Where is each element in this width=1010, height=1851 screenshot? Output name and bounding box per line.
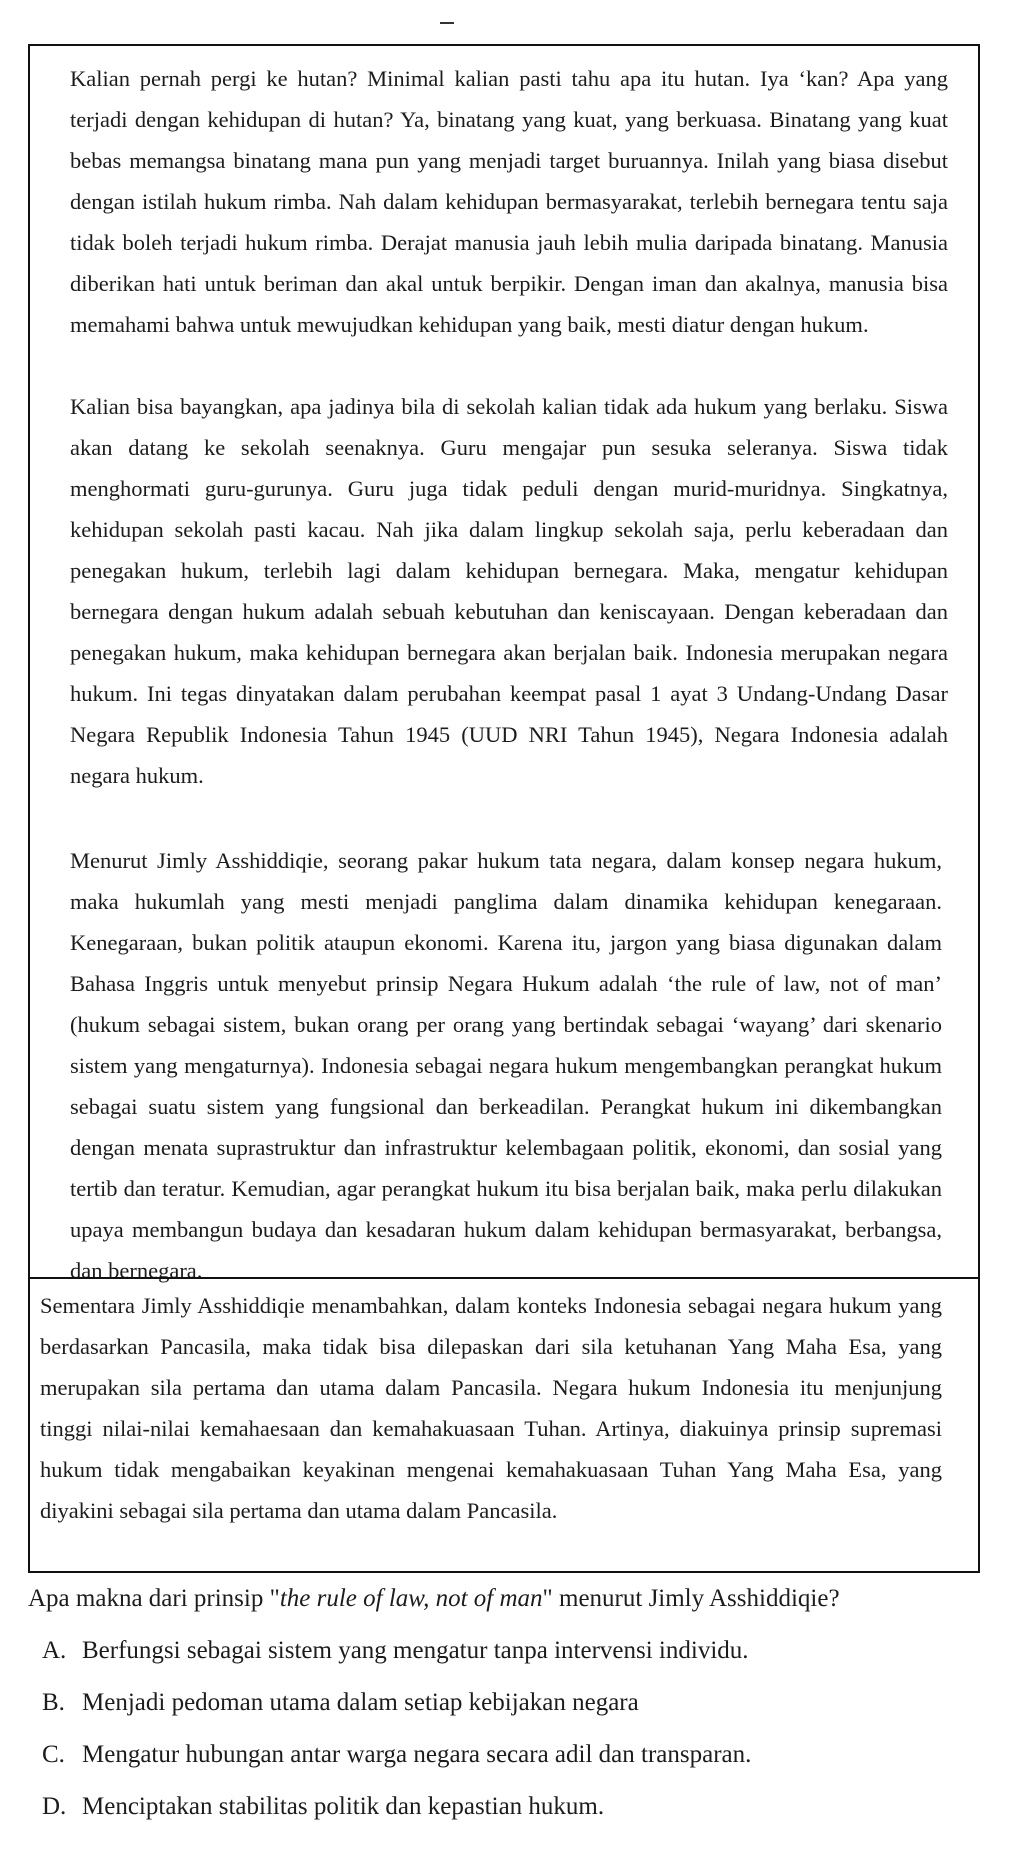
question-prefix: Apa makna dari prinsip " <box>28 1585 280 1612</box>
paragraph-1: Kalian pernah pergi ke hutan? Minimal kalian pasti tahu apa itu hutan. Iya ‘kan? Apa yang terjadi dengan kehidupan di hutan? Ya, binatang yang kuat, yang berkuasa. Binatang yang kuat bebas memangsa binatang mana pun yang menjadi target buruannya. Inilah yang biasa disebut dengan istilah hukum rimba. Nah dalam kehidupan bermasyarakat, terlebih bernegara tentu saja tidak boleh terjadi hukum rimba. Derajat manusia jauh lebih mulia daripada binatang. Manusia diberikan hati untuk beriman dan akal untuk berpikir. Dengan iman dan akalnya, manusia bisa memahami bahwa untuk mewujudkan kehidupan yang baik, mesti diatur dengan hukum. <box>70 66 948 337</box>
option-text: Berfungsi sebagai sistem yang mengatur tanpa intervensi individu. <box>82 1637 749 1664</box>
paragraph-4: Sementara Jimly Asshiddiqie menambahkan, dalam konteks Indonesia sebagai negara hukum yang berdasarkan Pancasila, maka tidak bisa dilepaskan dari sila ketuhanan Yang Maha Esa, yang merupakan sila pertama dan utama dalam Pancasila. Negara hukum Indonesia itu menjunjung tinggi nilai-nilai kemahaesaan dan kemahakuasaan Tuhan. Artinya, diakuinya prinsip supremasi hukum tidak mengabaikan keyakinan mengenai kemahakuasaan Tuhan Yang Maha Esa, yang diyakini sebagai sila pertama dan utama dalam Pancasila. <box>40 1293 942 1523</box>
question-block <box>28 1580 988 1840</box>
paragraph-gap <box>70 345 948 386</box>
option-b[interactable] <box>28 1684 988 1722</box>
reading-box-3 <box>28 1277 980 1573</box>
reading-box-1 <box>28 44 980 840</box>
question-italic-term: the rule of law, not of man <box>279 1585 543 1612</box>
paragraph-2: Kalian bisa bayangkan, apa jadinya bila di sekolah kalian tidak ada hukum yang berlaku. Siswa akan datang ke sekolah seenaknya. Guru mengajar pun sesuka seleranya. Siswa tidak menghormati guru-gurunya. Guru juga tidak peduli dengan murid-muridnya. Singkatnya, kehidupan sekolah pasti kacau. Nah jika dalam lingkup sekolah saja, perlu keberadaan dan penegakan hukum, terlebih lagi dalam kehidupan bernegara. Maka, mengatur kehidupan bernegara dengan hukum adalah sebuah kebutuhan dan keniscayaan. Dengan keberadaan dan penegakan hukum, maka kehidupan bernegara akan berjalan baik. Indonesia merupakan negara hukum. Ini tegas dinyatakan dalam perubahan keempat pasal 1 ayat 3 Undang-Undang Dasar Negara Republik Indonesia Tahun 1945 (UUD NRI Tahun 1945), Negara Indonesia adalah negara hukum. <box>70 394 948 788</box>
option-letter: A. <box>42 1637 67 1664</box>
option-letter: D. <box>42 1793 67 1820</box>
paragraph-3: Menurut Jimly Asshiddiqie, seorang pakar hukum tata negara, dalam konsep negara hukum, maka hukumlah yang mesti menjadi panglima dalam dinamika kehidupan kenegaraan. Kenegaraan, bukan politik ataupun ekonomi. Karena itu, jargon yang biasa digunakan dalam Bahasa Inggris untuk menyebut prinsip Negara Hukum adalah ‘the rule of law, not of man’ (hukum sebagai sistem, bukan orang per orang yang bertindak sebagai ‘wayang’ dari skenario sistem yang mengaturnya). Indonesia sebagai negara hukum mengembangkan perangkat hukum sebagai suatu sistem yang fungsional dan berkeadilan. Perangkat hukum ini dikembangkan dengan menata suprastruktur dan infrastruktur kelembagaan politik, ekonomi, dan sosial yang tertib dan teratur. Kemudian, agar perangkat hukum itu bisa berjalan baik, maka perlu dilakukan upaya membangun budaya dan kesadaran hukum dalam kehidupan bermasyarakat, berbangsa, dan bernegara. <box>70 848 942 1283</box>
option-text: Mengatur hubungan antar warga negara secara adil dan transparan. <box>82 1741 752 1768</box>
option-text: Menjadi pedoman utama dalam setiap kebijakan negara <box>82 1689 639 1716</box>
reading-box-2 <box>28 840 980 1283</box>
option-d[interactable] <box>28 1788 988 1826</box>
top-mark <box>440 22 454 24</box>
option-text: Menciptakan stabilitas politik dan kepastian hukum. <box>82 1793 605 1820</box>
option-letter: C. <box>42 1741 65 1768</box>
question-suffix: " menurut Jimly Asshiddiqie? <box>542 1585 840 1612</box>
option-c[interactable] <box>28 1736 988 1774</box>
option-letter: B. <box>42 1689 65 1716</box>
option-a[interactable] <box>28 1632 988 1670</box>
question-text <box>28 1580 988 1618</box>
